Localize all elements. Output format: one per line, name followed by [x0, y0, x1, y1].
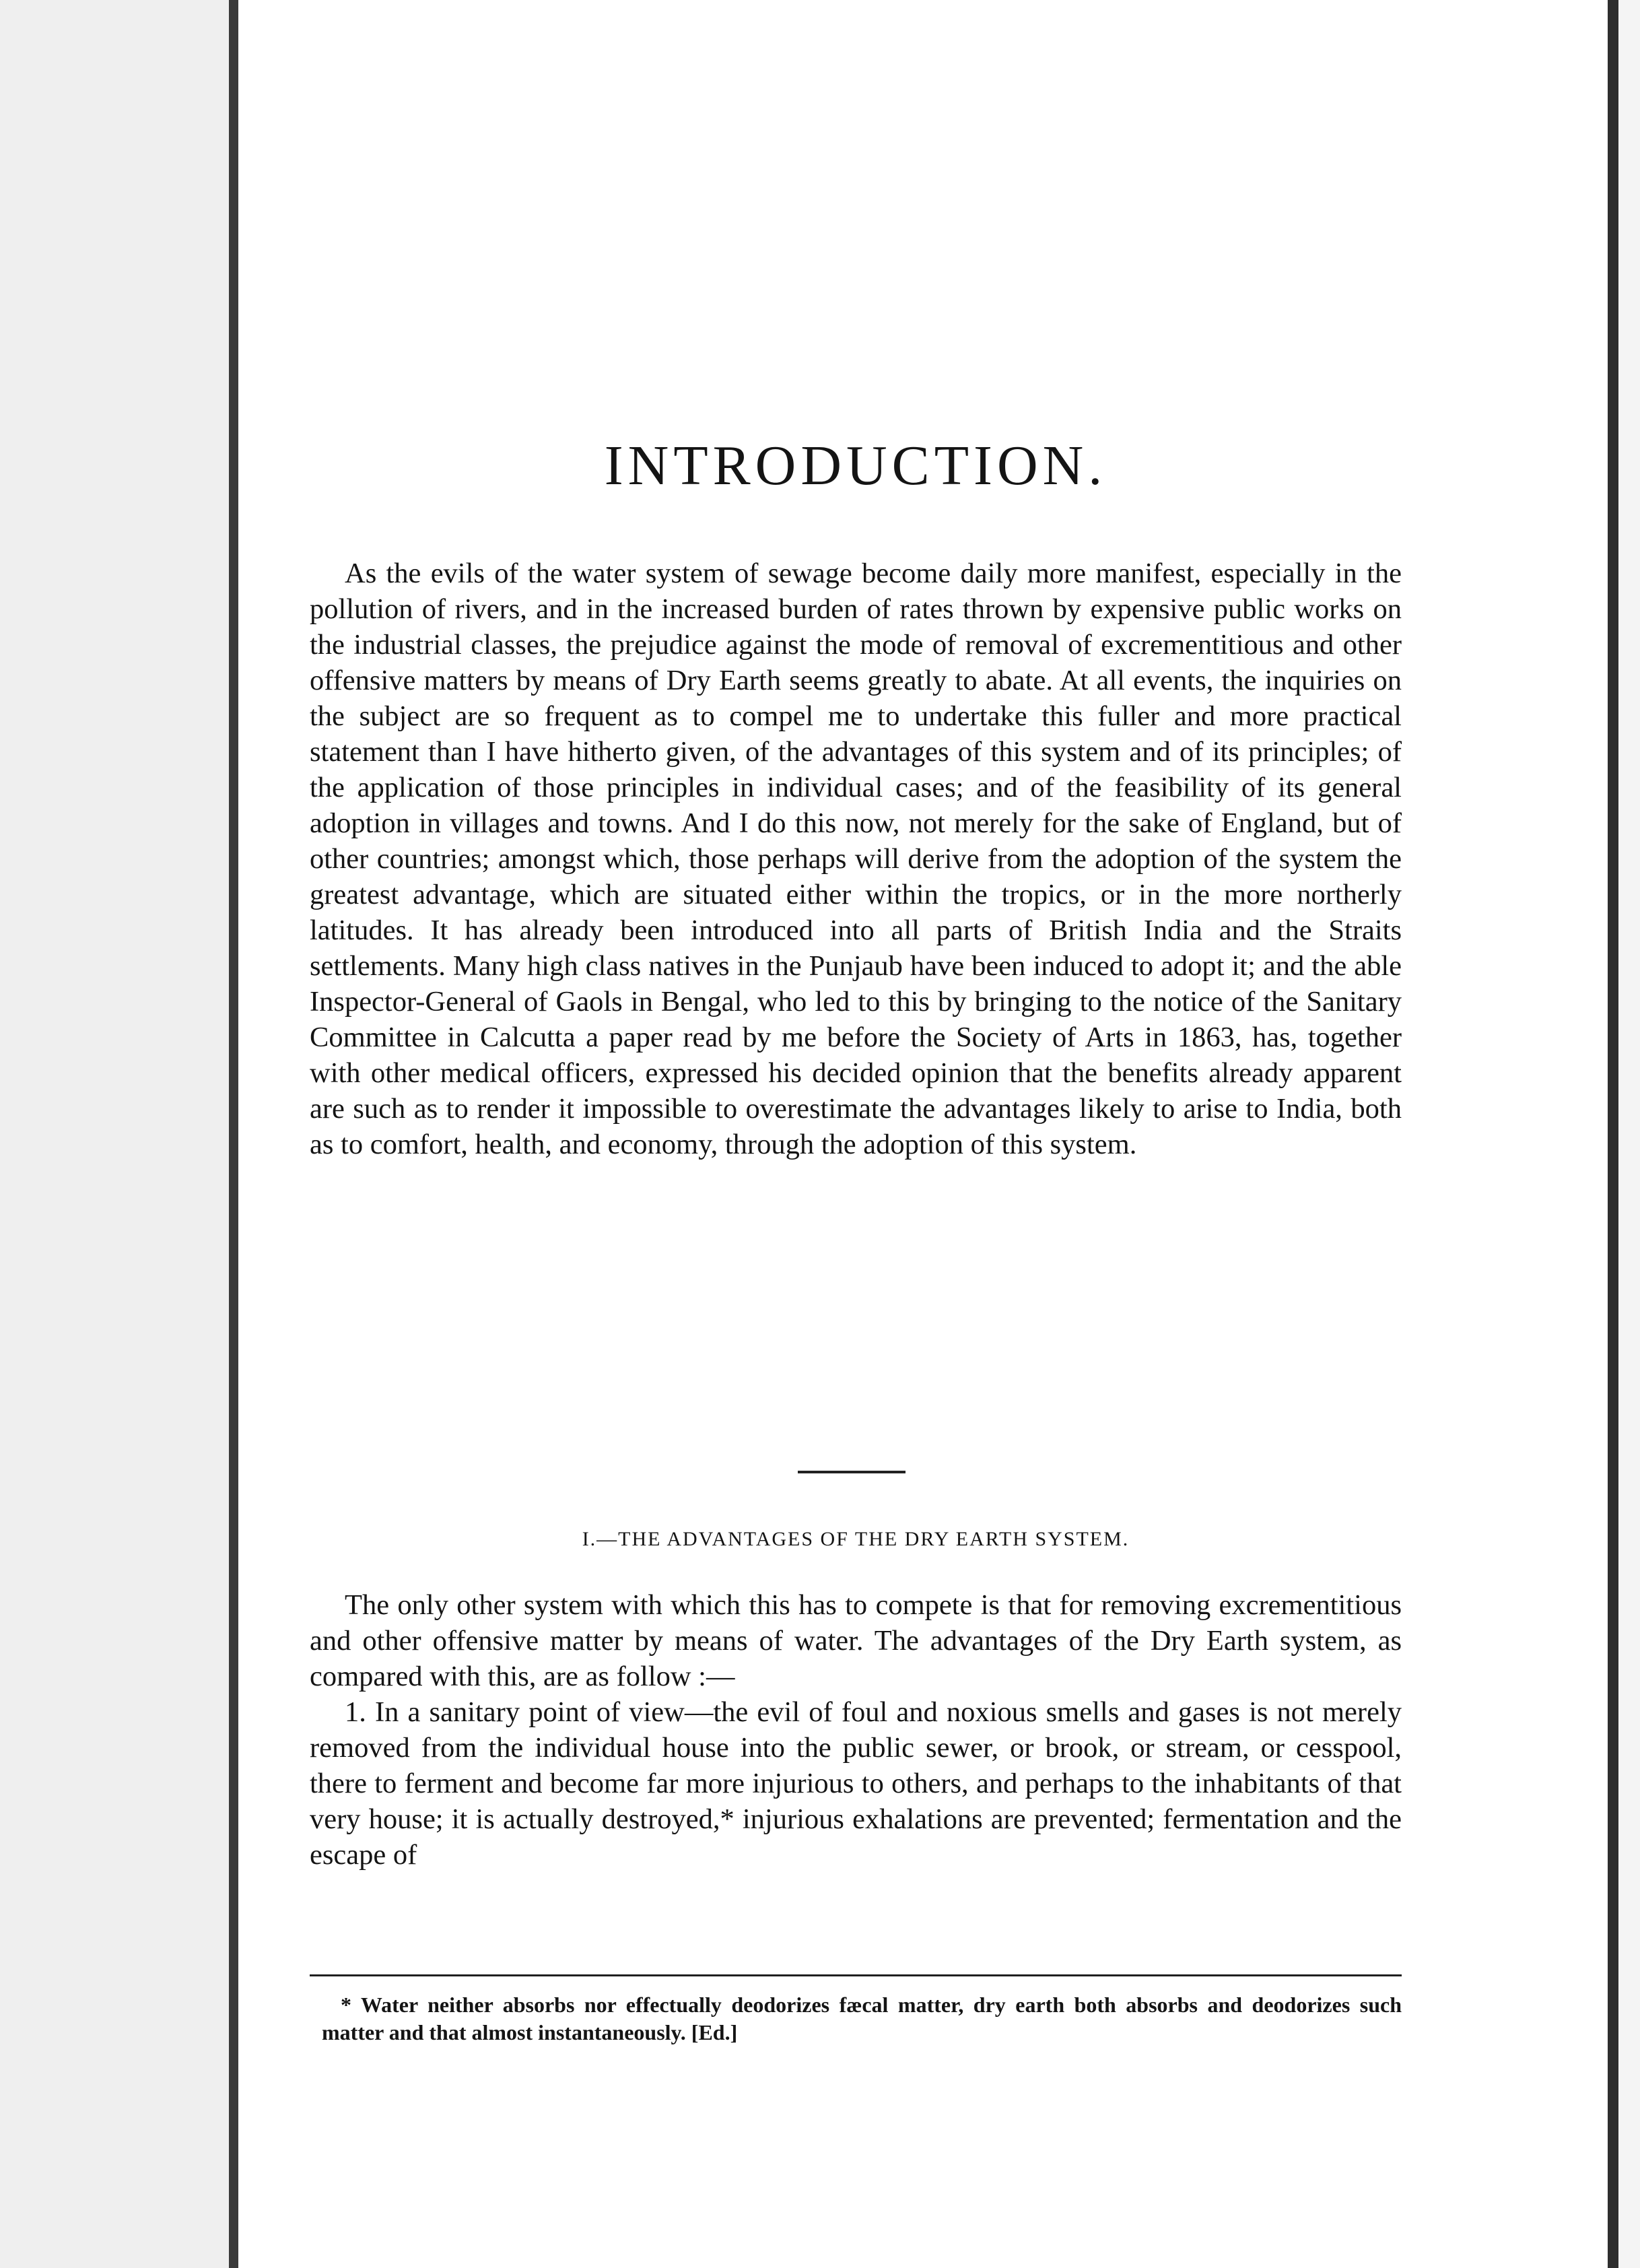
- intro-paragraph: As the evils of the water system of sewage become daily more manifest, especially in the pollution of rivers, and in the increased burden of rates thrown by expensive public works on the industrial classes, the prejudice against the mode of removal of excrementitious and other offensive matters by means of Dry Earth seems greatly to abate. At all events, the inquiries on the subject are so frequent as to compel me to undertake this fuller and more practical statement than I have hitherto given, of the advantages of this system and of its principles; of the application of those principles in individual cases; and of the feasibility of its general adoption in villages and towns. And I do this now, not merely for the sake of England, but of other countries; amongst which, those perhaps will derive from the adoption of the system the greatest advantage, which are situated either within the tropics, or in the more northerly latitudes. It has already been introduced into all parts of British India and the Straits settlements. Many high class natives in the Punjaub have been induced to adopt it; and the able Inspector-General of Gaols in Bengal, who led to this by bringing to the notice of the Sanitary Committee in Calcutta a paper read by me before the Society of Arts in 1863, has, together with other medical officers, expressed his decided opinion that the benefits already apparent are such as to render it impossible to overestimate the advantages likely to arise to India, both as to comfort, health, and economy, through the adoption of this system.: [310, 558, 1402, 1160]
- section-heading: I.—THE ADVANTAGES OF THE DRY EARTH SYSTEM.: [582, 1528, 1130, 1550]
- section-divider: [798, 1471, 906, 1473]
- point-1-text: 1. In a sanitary point of view—the evil of foul and noxious smells and gases is not merely removed from the individual house into the public sewer, or brook, or stream, or cesspool, there to ferment and become far more injurious to others, and perhaps to the inhabitants of that very house; it is actually destroyed,* injurious exhalations are prevented; fermentation and the escape of: [310, 1696, 1402, 1871]
- footnote-rule: [310, 1974, 1402, 1976]
- section-paragraph: [310, 1587, 1402, 1873]
- book-gutter: [229, 0, 261, 2268]
- right-page-edge: [1608, 0, 1640, 2268]
- left-page-margin: [0, 0, 243, 2268]
- section-intro-text: The only other system with which this has to compete is that for removing excrementitious and other offensive matter by means of water. The advantages of the Dry Earth system, as compared with this, are as follow :—: [310, 1589, 1402, 1692]
- page-title: INTRODUCTION.: [604, 434, 1107, 497]
- footnote: * Water neither absorbs nor effectually deodorizes fæcal matter, dry earth both absorbs and deodorizes such matter and that almost instantaneously. [Ed.]: [322, 1993, 1402, 2044]
- document-page: [263, 0, 1608, 2268]
